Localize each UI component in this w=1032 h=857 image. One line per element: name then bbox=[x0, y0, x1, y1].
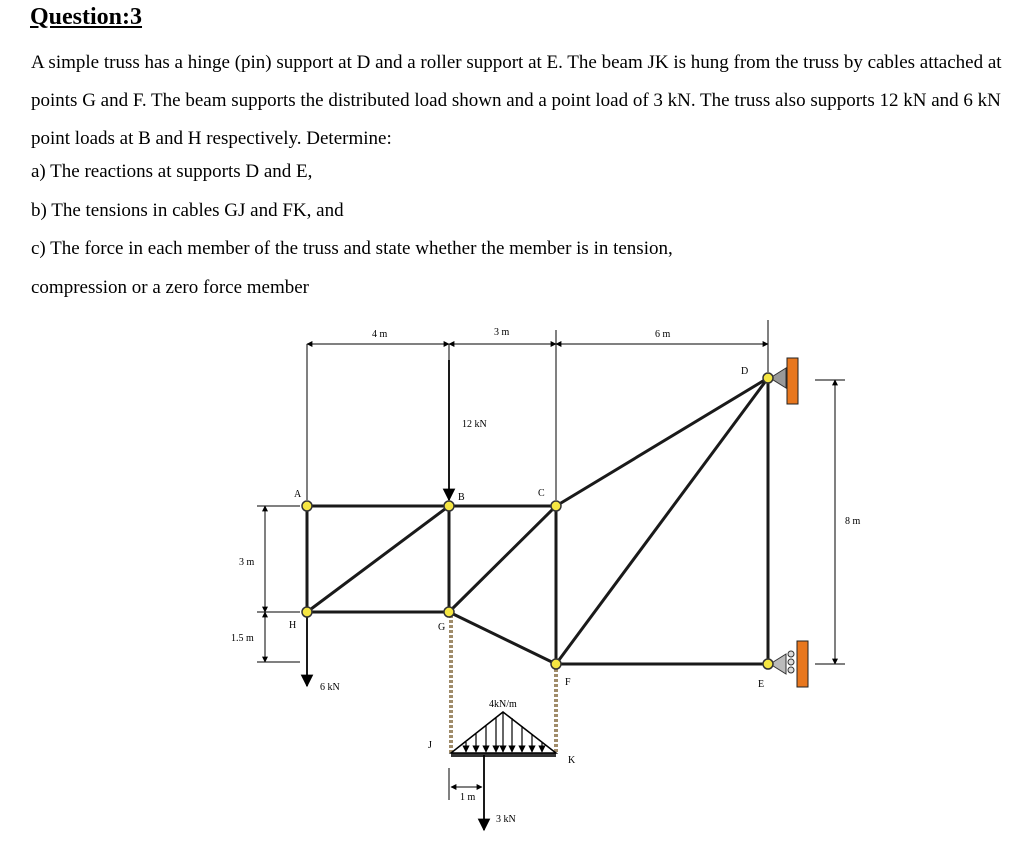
joint-h bbox=[302, 607, 312, 617]
label-load-beam: 3 kN bbox=[496, 814, 516, 825]
joint-e bbox=[763, 659, 773, 669]
joint-f bbox=[551, 659, 561, 669]
member-fd bbox=[556, 378, 768, 664]
joint-d bbox=[763, 373, 773, 383]
label-k: K bbox=[568, 755, 576, 766]
member-gc bbox=[449, 506, 556, 612]
part-c-line2: compression or a zero force member bbox=[31, 277, 310, 298]
label-load-b: 12 kN bbox=[462, 419, 487, 430]
label-a: A bbox=[294, 489, 302, 500]
label-span-cd: 6 m bbox=[655, 329, 671, 340]
label-f: F bbox=[565, 677, 571, 688]
beam-jk bbox=[451, 712, 556, 755]
part-c-line1: c) The force in each member of the truss and state whether the member is in tension, bbox=[31, 238, 673, 259]
joint-c bbox=[551, 501, 561, 511]
joint-b bbox=[444, 501, 454, 511]
question-intro: A simple truss has a hinge (pin) support at D and a roller support at E. The beam JK is hung from the truss by cables attached at points G and F. The beam supports the distributed load shown and a point load of 3 kN. The truss also supports 12 kN and 6 kN point loads at B and H respectively. Determine: bbox=[31, 52, 1002, 149]
label-j: J bbox=[428, 740, 432, 751]
roller-support-e bbox=[770, 641, 808, 687]
label-distributed-load: 4kN/m bbox=[489, 699, 517, 710]
member-cd bbox=[556, 378, 768, 506]
label-e: E bbox=[758, 679, 765, 690]
part-b: b) The tensions in cables GJ and FK, and bbox=[31, 200, 344, 221]
label-load-h: 6 kN bbox=[320, 682, 340, 693]
label-height-hf: 1.5 m bbox=[231, 633, 254, 644]
pin-support-d bbox=[770, 358, 798, 404]
member-gf bbox=[449, 612, 556, 664]
label-span-ab: 4 m bbox=[372, 329, 388, 340]
label-d: D bbox=[741, 366, 749, 377]
label-h: H bbox=[289, 620, 297, 631]
label-c: C bbox=[538, 488, 545, 499]
label-height-ah: 3 m bbox=[239, 557, 255, 568]
joint-g bbox=[444, 607, 454, 617]
label-g: G bbox=[438, 622, 446, 633]
truss-members bbox=[307, 378, 768, 664]
label-span-bc: 3 m bbox=[494, 327, 510, 338]
label-height-de: 8 m bbox=[845, 516, 861, 527]
part-a: a) The reactions at supports D and E, bbox=[31, 161, 313, 182]
label-b: B bbox=[458, 492, 465, 503]
question-heading: Question:3 bbox=[30, 4, 143, 30]
point-load-arrows bbox=[307, 360, 484, 830]
label-offset-load: 1 m bbox=[460, 792, 476, 803]
member-hb bbox=[307, 506, 449, 612]
joint-a bbox=[302, 501, 312, 511]
